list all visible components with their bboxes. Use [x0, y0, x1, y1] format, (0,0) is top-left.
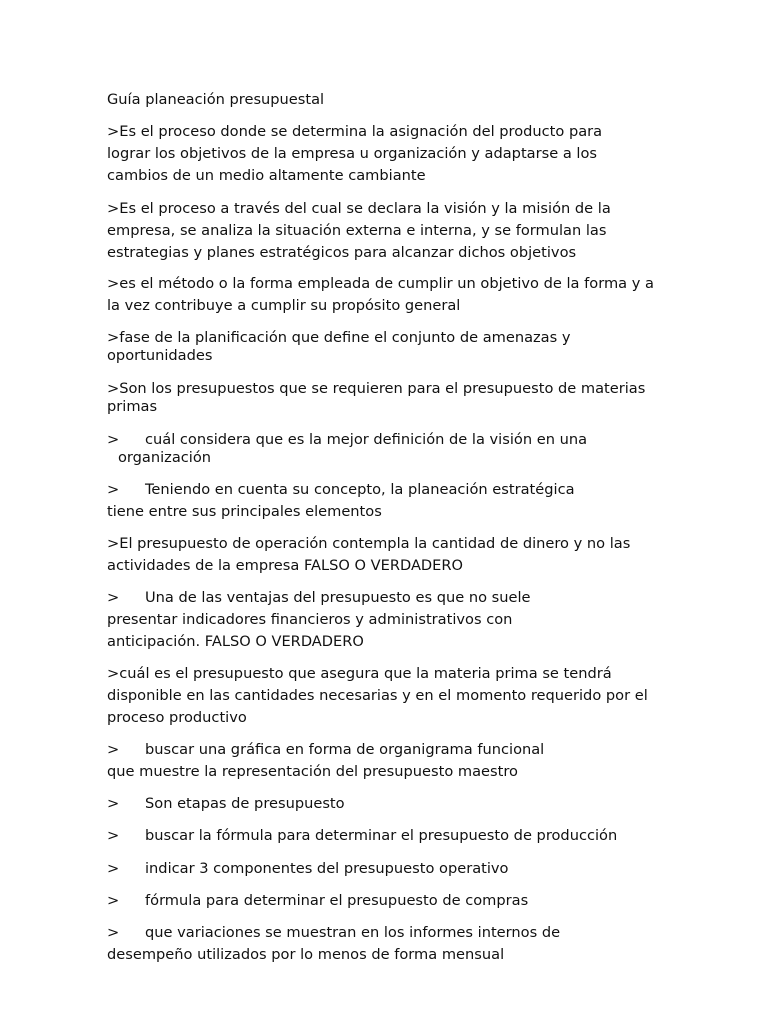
paragraph — [107, 663, 687, 729]
paragraph-line: tiene entre sus principales elementos — [107, 503, 382, 520]
paragraph-line — [107, 431, 687, 449]
bullet-paragraph — [107, 431, 687, 467]
paragraph-line: >Es el proceso donde se determina la asignación del producto para — [107, 123, 603, 140]
bullet-marker: > — [107, 860, 120, 877]
bullet-paragraph — [107, 793, 687, 815]
paragraph-line: desempeño utilizados por lo menos de forma mensual — [107, 946, 505, 963]
paragraph — [107, 198, 687, 264]
bullet-paragraph — [107, 479, 687, 523]
bullet-paragraph — [107, 858, 687, 880]
paragraph-line: oportunidades — [107, 347, 213, 364]
paragraph-line: que muestre la representación del presupuesto maestro — [107, 763, 518, 780]
paragraph-line: >Son los presupuestos que se requieren para el presupuesto de materias — [107, 380, 646, 397]
paragraph-line — [107, 739, 687, 761]
bullet-text: fórmula para determinar el presupuesto de compras — [145, 892, 529, 909]
bullet-text: cuál considera que es la mejor definición de la visión en una — [145, 431, 588, 448]
bullet-text: que variaciones se muestran en los informes internos de — [145, 924, 561, 941]
paragraph-line — [107, 587, 687, 609]
paragraph-line — [107, 479, 687, 501]
paragraph — [107, 121, 687, 187]
paragraph-line — [107, 922, 687, 944]
bullet-marker: > — [107, 892, 120, 909]
bullet-paragraph — [107, 890, 687, 912]
bullet-text: indicar 3 componentes del presupuesto operativo — [145, 860, 509, 877]
paragraph — [107, 329, 687, 365]
paragraph-line: presentar indicadores financieros y administrativos con — [107, 611, 513, 628]
bullet-marker: > — [107, 827, 120, 844]
bullet-paragraph — [107, 922, 687, 966]
paragraph-line: >fase de la planificación que define el conjunto de amenazas y — [107, 329, 571, 346]
bullet-text: Teniendo en cuenta su concepto, la planeación estratégica — [145, 481, 575, 498]
paragraph-line: proceso productivo — [107, 709, 247, 726]
bullet-marker: > — [107, 924, 120, 941]
paragraph — [107, 533, 687, 577]
paragraph-line — [107, 825, 687, 847]
paragraph — [107, 273, 687, 317]
bullet-marker: > — [107, 589, 120, 606]
document-title: Guía planeación presupuestal — [107, 91, 325, 108]
paragraph-line: >Es el proceso a través del cual se declara la visión y la misión de la — [107, 200, 611, 217]
bullet-marker: > — [107, 741, 120, 758]
paragraph-line — [107, 793, 687, 815]
bullet-marker: > — [107, 431, 120, 448]
bullet-text: Son etapas de presupuesto — [145, 795, 345, 812]
paragraph-line: >El presupuesto de operación contempla la cantidad de dinero y no las — [107, 535, 631, 552]
paragraph-line: >es el método o la forma empleada de cumplir un objetivo de la forma y a — [107, 275, 654, 292]
paragraph-line: cambios de un medio altamente cambiante — [107, 167, 426, 184]
paragraph-line — [107, 890, 687, 912]
paragraph-line: organización — [118, 449, 212, 466]
bullet-marker: > — [107, 795, 120, 812]
paragraph — [107, 380, 687, 416]
bullet-paragraph — [107, 739, 687, 783]
paragraph-line: primas — [107, 398, 158, 415]
paragraph-line: empresa, se analiza la situación externa e interna, y se formulan las — [107, 222, 607, 239]
paragraph-line: actividades de la empresa FALSO O VERDADERO — [107, 557, 464, 574]
bullet-text: buscar la fórmula para determinar el presupuesto de producción — [145, 827, 618, 844]
bullet-marker: > — [107, 481, 120, 498]
paragraph-line: >cuál es el presupuesto que asegura que la materia prima se tendrá — [107, 665, 612, 682]
paragraph-line: estrategias y planes estratégicos para alcanzar dichos objetivos — [107, 244, 577, 261]
bullet-text: Una de las ventajas del presupuesto es que no suele — [145, 589, 531, 606]
paragraph-line: lograr los objetivos de la empresa u organización y adaptarse a los — [107, 145, 597, 162]
bullet-text: buscar una gráfica en forma de organigrama funcional — [145, 741, 545, 758]
paragraph-line — [107, 858, 687, 880]
paragraph-line: disponible en las cantidades necesarias y en el momento requerido por el — [107, 687, 648, 704]
bullet-paragraph — [107, 587, 687, 653]
bullet-paragraph — [107, 825, 687, 847]
paragraph-line: anticipación. FALSO O VERDADERO — [107, 633, 364, 650]
paragraph-line: la vez contribuye a cumplir su propósito general — [107, 297, 461, 314]
